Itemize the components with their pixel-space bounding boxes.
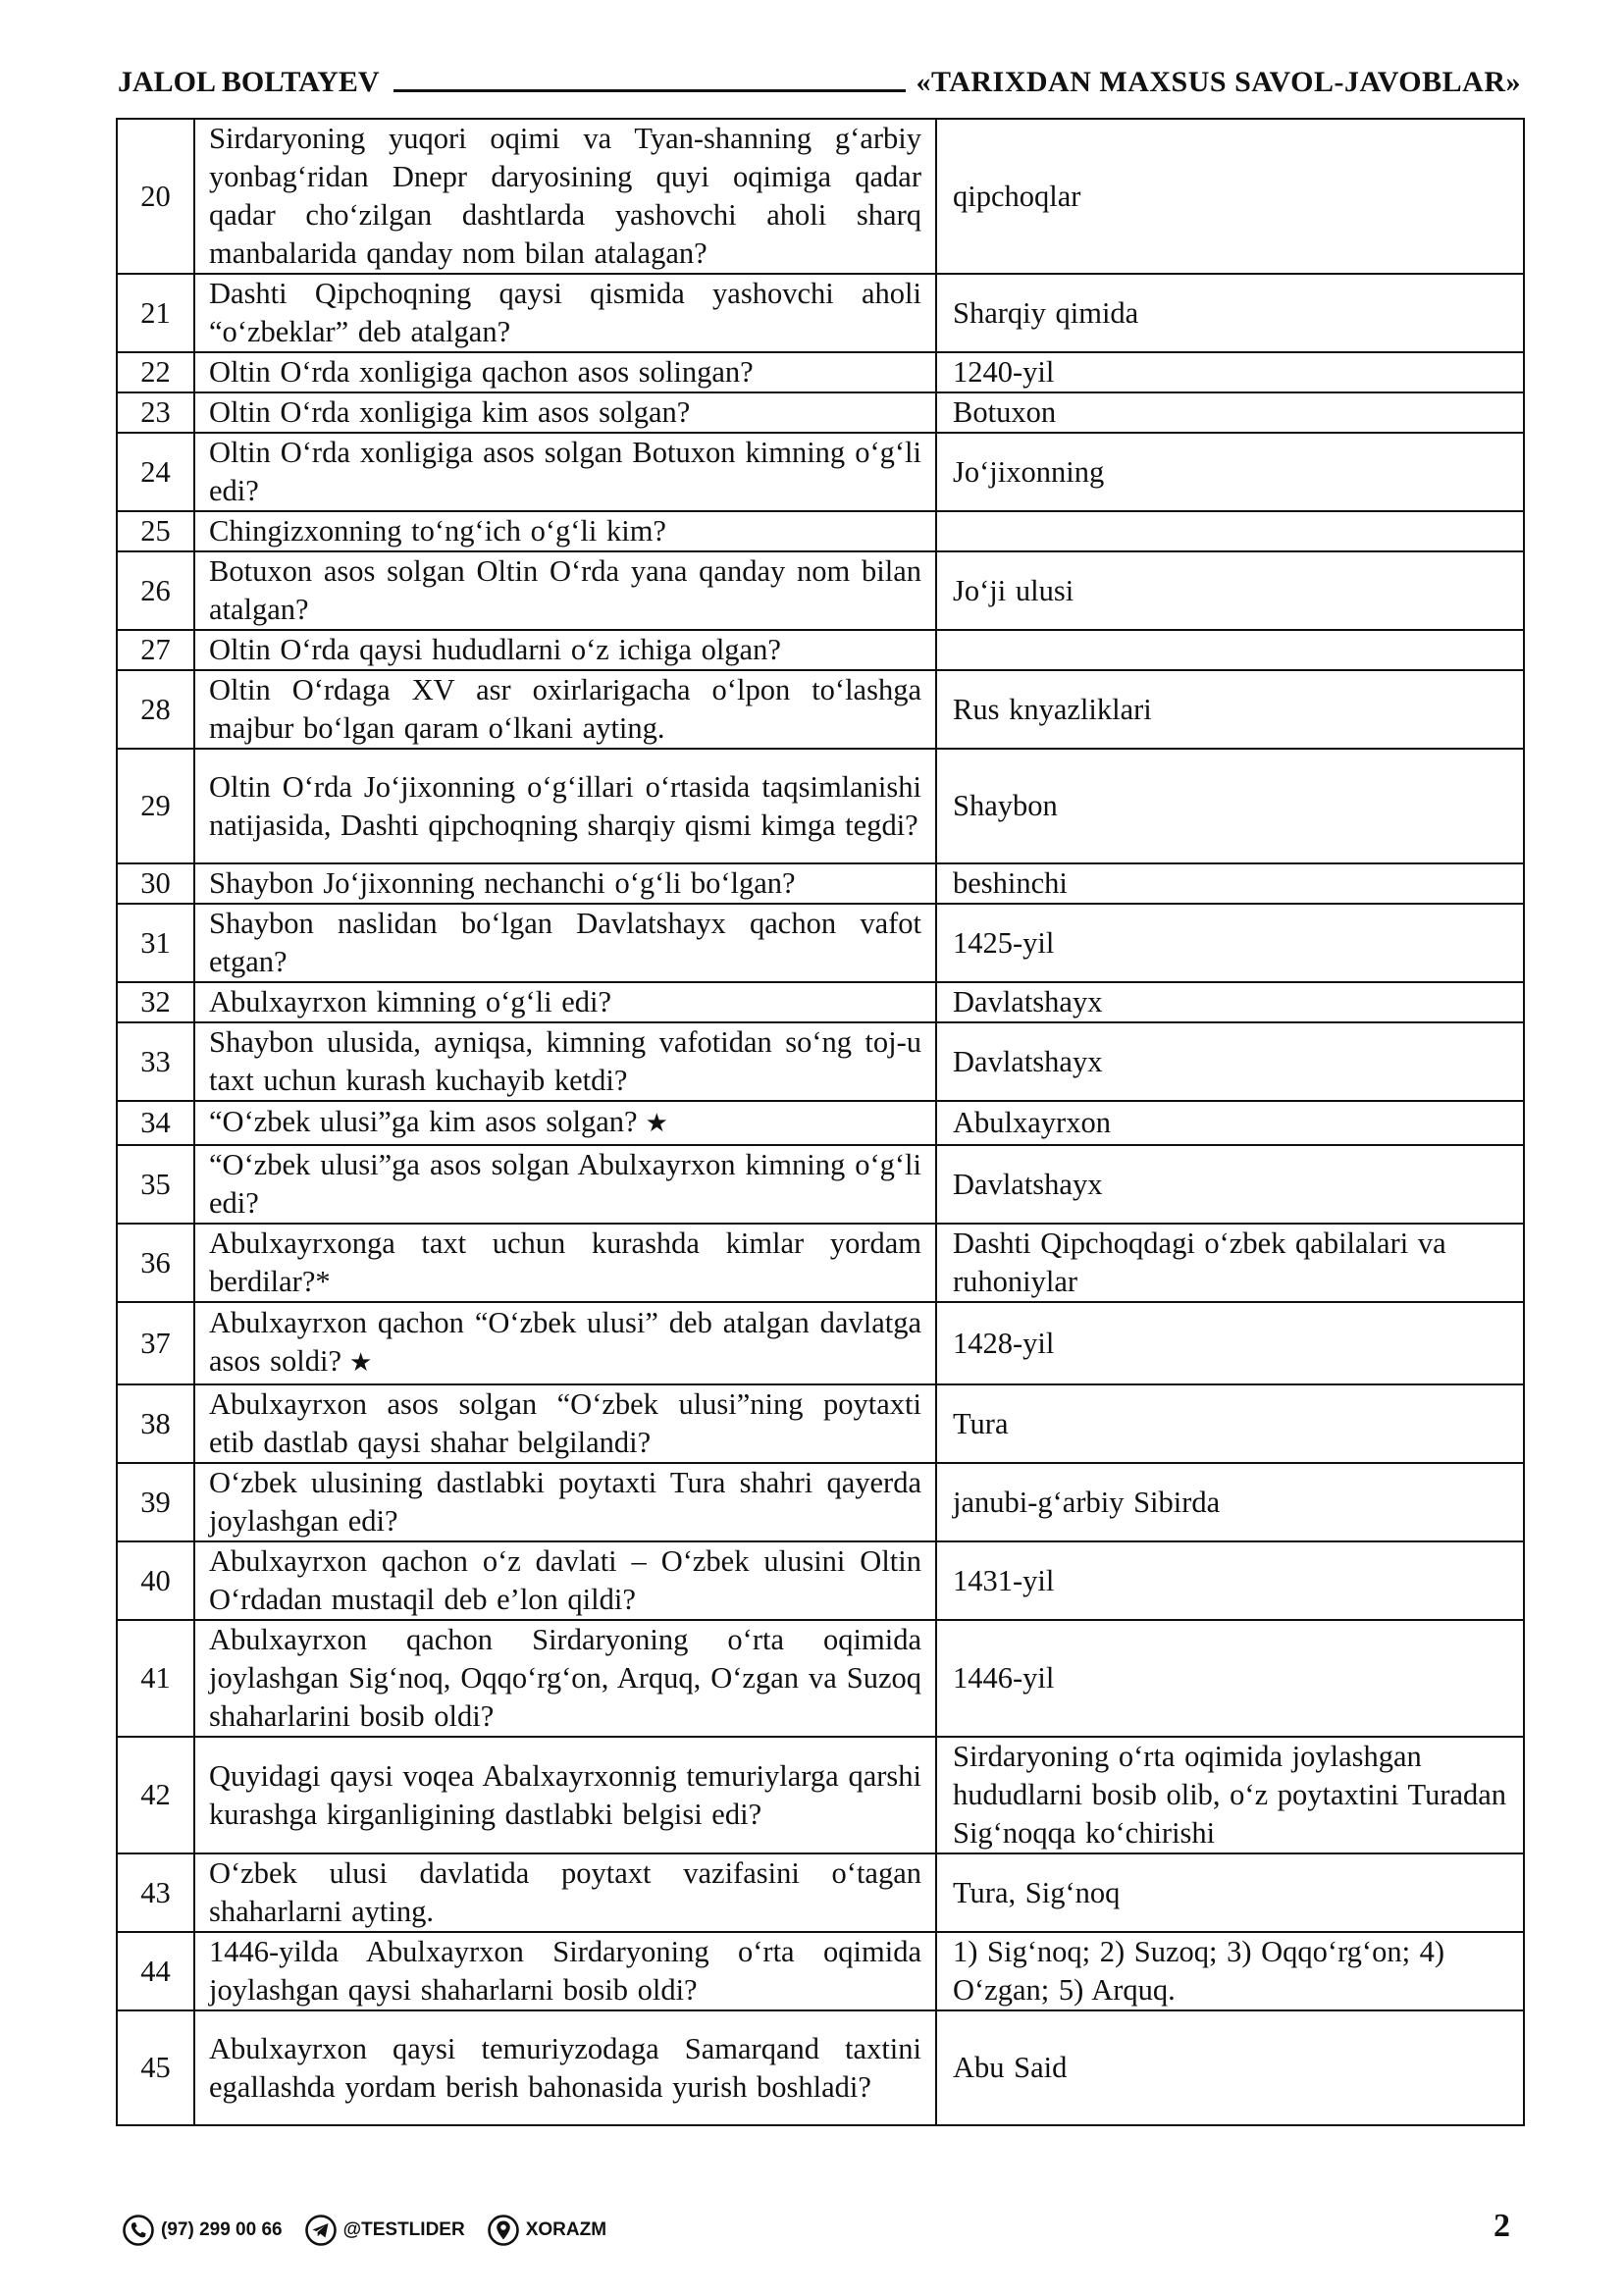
answer-cell: 1428-yil <box>936 1302 1524 1384</box>
question-text: Abulxayrxonga taxt uchun kurashda kimlar yordam berdilar?* <box>209 1226 921 1298</box>
answer-cell <box>936 630 1524 670</box>
question-text: Oltin O‘rda xonligiga qachon asos solingan? <box>209 355 754 389</box>
answer-cell: 1) Sig‘noq; 2) Suzoq; 3) Oqqo‘rg‘on; 4) O‘zgan; 5) Arquq. <box>936 1932 1524 2010</box>
table-row <box>117 1853 1524 1932</box>
question-text: Oltin O‘rda qaysi hududlarni o‘z ichiga olgan? <box>209 633 781 666</box>
question-cell <box>194 1737 936 1853</box>
answer-cell: Abu Said <box>936 2010 1524 2125</box>
footer-telegram <box>304 2214 465 2247</box>
telegram-icon <box>304 2214 338 2247</box>
table-row <box>117 511 1524 551</box>
phone-icon <box>122 2214 155 2247</box>
table-row <box>117 1620 1524 1737</box>
table-row <box>117 749 1524 863</box>
answer-cell: janubi-g‘arbiy Sibirda <box>936 1463 1524 1541</box>
question-cell <box>194 1932 936 2010</box>
row-number: 20 <box>117 119 194 274</box>
table-row <box>117 1541 1524 1620</box>
row-number: 31 <box>117 904 194 982</box>
star-icon: ★ <box>349 1348 373 1378</box>
table-row <box>117 1932 1524 2010</box>
table-row <box>117 630 1524 670</box>
row-number: 28 <box>117 670 194 749</box>
question-cell <box>194 904 936 982</box>
table-row <box>117 863 1524 904</box>
question-text: Oltin O‘rda Jo‘jixonning o‘g‘illari o‘rtasida taqsimlanishi natijasida, Dashti qipchoqning sharqiy qismi kimga tegdi? <box>209 769 921 842</box>
answer-cell: Davlatshayx <box>936 982 1524 1022</box>
row-number: 45 <box>117 2010 194 2125</box>
row-number: 37 <box>117 1302 194 1384</box>
answer-cell: Shaybon <box>936 749 1524 863</box>
row-number: 24 <box>117 433 194 511</box>
question-text: 1446-yilda Abulxayrxon Sirdaryoning o‘rta oqimida joylashgan qaysi shaharlarni bosib oldi? <box>209 1935 921 2007</box>
answer-cell: Jo‘jixonning <box>936 433 1524 511</box>
question-cell <box>194 2010 936 2125</box>
question-text: Quyidagi qaysi voqea Abalxayrxonnig temuriylarga qarshi kurashga kirganligining dastlabki belgisi edi? <box>209 1758 921 1831</box>
table-row <box>117 352 1524 392</box>
question-text: Botuxon asos solgan Oltin O‘rda yana qanday nom bilan atalgan? <box>209 554 921 626</box>
question-text: Chingizxonning to‘ng‘ich o‘g‘li kim? <box>209 514 666 548</box>
question-text: “O‘zbek ulusi”ga kim asos solgan? <box>209 1105 638 1138</box>
question-cell <box>194 1145 936 1224</box>
answer-cell: 1431-yil <box>936 1541 1524 1620</box>
question-text: Oltin O‘rdaga XV asr oxirlarigacha o‘lpon to‘lashga majbur bo‘lgan qaram o‘lkani ayting. <box>209 673 921 745</box>
row-number: 34 <box>117 1101 194 1145</box>
question-text: Abulxayrxon qachon o‘z davlati – O‘zbek ulusini Oltin O‘rdadan mustaqil deb e’lon qildi? <box>209 1544 921 1616</box>
question-text: Shaybon ulusida, ayniqsa, kimning vafotidan so‘ng toj-u taxt uchun kurash kuchayib ketdi? <box>209 1025 921 1097</box>
table-row <box>117 274 1524 352</box>
answer-cell: 1425-yil <box>936 904 1524 982</box>
row-number: 33 <box>117 1022 194 1101</box>
table-row <box>117 1384 1524 1463</box>
author-name: JALOL BOLTAYEV <box>118 66 380 98</box>
question-cell <box>194 1853 936 1932</box>
row-number: 40 <box>117 1541 194 1620</box>
question-cell <box>194 352 936 392</box>
row-number: 23 <box>117 392 194 433</box>
question-text: Abulxayrxon kimning o‘g‘li edi? <box>209 985 612 1018</box>
question-cell <box>194 1022 936 1101</box>
table-row <box>117 392 1524 433</box>
answer-cell: Tura, Sig‘noq <box>936 1853 1524 1932</box>
question-cell <box>194 433 936 511</box>
question-cell <box>194 511 936 551</box>
answer-cell: qipchoqlar <box>936 119 1524 274</box>
question-cell <box>194 1384 936 1463</box>
question-text: Dashti Qipchoqning qaysi qismida yashovchi aholi “o‘zbeklar” deb atalgan? <box>209 277 921 348</box>
star-icon: ★ <box>645 1109 668 1138</box>
row-number: 42 <box>117 1737 194 1853</box>
row-number: 22 <box>117 352 194 392</box>
question-text: Abulxayrxon asos solgan “O‘zbek ulusi”ning poytaxti etib dastlab qaysi shahar belgilandi? <box>209 1387 921 1459</box>
question-cell <box>194 749 936 863</box>
question-text: Shaybon naslidan bo‘lgan Davlatshayx qachon vafot etgan? <box>209 907 921 978</box>
table-row <box>117 982 1524 1022</box>
row-number: 32 <box>117 982 194 1022</box>
table-row <box>117 1101 1524 1145</box>
row-number: 41 <box>117 1620 194 1737</box>
question-cell <box>194 670 936 749</box>
page-header <box>118 61 1521 104</box>
footer-phone-text: (97) 299 00 66 <box>161 2219 283 2240</box>
table-row <box>117 1737 1524 1853</box>
answer-cell: Abulxayrxon <box>936 1101 1524 1145</box>
answer-cell <box>936 511 1524 551</box>
footer-location <box>487 2214 606 2247</box>
header-rule <box>393 89 907 92</box>
row-number: 21 <box>117 274 194 352</box>
table-row <box>117 2010 1524 2125</box>
answer-cell: Davlatshayx <box>936 1145 1524 1224</box>
table-row <box>117 119 1524 274</box>
question-text: Abulxayrxon qachon Sirdaryoning o‘rta oqimida joylashgan Sig‘noq, Oqqo‘rg‘on, Arquq, O‘zgan va Suzoq shaharlarini bosib oldi? <box>209 1623 921 1733</box>
row-number: 43 <box>117 1853 194 1932</box>
answer-cell: Botuxon <box>936 392 1524 433</box>
question-cell <box>194 274 936 352</box>
question-cell <box>194 1541 936 1620</box>
question-text: Shaybon Jo‘jixonning nechanchi o‘g‘li bo‘lgan? <box>209 866 796 900</box>
question-cell <box>194 551 936 630</box>
question-cell <box>194 630 936 670</box>
row-number: 29 <box>117 749 194 863</box>
question-text: Abulxayrxon qaysi temuriyzodaga Samarqand taxtini egallashda yordam berish bahonasida yurish boshladi? <box>209 2031 921 2104</box>
answer-cell: beshinchi <box>936 863 1524 904</box>
qa-table <box>116 118 1525 2126</box>
question-text: Oltin O‘rda xonligiga kim asos solgan? <box>209 395 691 429</box>
answer-cell: Davlatshayx <box>936 1022 1524 1101</box>
answer-cell: 1240-yil <box>936 352 1524 392</box>
footer-location-text: XORAZM <box>525 2219 607 2240</box>
table-row <box>117 1302 1524 1384</box>
question-cell <box>194 863 936 904</box>
question-text: Oltin O‘rda xonligiga asos solgan Botuxon kimning o‘g‘li edi? <box>209 436 921 507</box>
row-number: 30 <box>117 863 194 904</box>
table-row <box>117 904 1524 982</box>
question-text: O‘zbek ulusining dastlabki poytaxti Tura shahri qayerda joylashgan edi? <box>209 1466 921 1538</box>
row-number: 38 <box>117 1384 194 1463</box>
question-text: “O‘zbek ulusi”ga asos solgan Abulxayrxon kimning o‘g‘li edi? <box>209 1148 921 1220</box>
footer-phone <box>122 2214 283 2247</box>
page-number: 2 <box>1493 2208 1510 2244</box>
row-number: 25 <box>117 511 194 551</box>
location-pin-icon <box>487 2214 520 2247</box>
answer-cell: Tura <box>936 1384 1524 1463</box>
footer-telegram-text: @TESTLIDER <box>342 2219 465 2240</box>
table-row <box>117 433 1524 511</box>
table-row <box>117 1224 1524 1302</box>
question-cell <box>194 119 936 274</box>
table-row <box>117 1022 1524 1101</box>
question-cell <box>194 1620 936 1737</box>
question-cell <box>194 392 936 433</box>
answer-cell: Sirdaryoning o‘rta oqimida joylashgan hududlarni bosib olib, o‘z poytaxtini Turadan Sig‘noqqa ko‘chirishi <box>936 1737 1524 1853</box>
row-number: 35 <box>117 1145 194 1224</box>
answer-cell: Sharqiy qimida <box>936 274 1524 352</box>
row-number: 39 <box>117 1463 194 1541</box>
question-cell <box>194 1101 936 1145</box>
row-number: 26 <box>117 551 194 630</box>
answer-cell: Jo‘ji ulusi <box>936 551 1524 630</box>
question-cell <box>194 1463 936 1541</box>
qa-table-body <box>117 119 1524 2125</box>
question-text: O‘zbek ulusi davlatida poytaxt vazifasini o‘tagan shaharlarni ayting. <box>209 1856 921 1928</box>
table-row <box>117 1463 1524 1541</box>
book-title: «TARIXDAN MAXSUS SAVOL-JAVOBLAR» <box>916 66 1521 98</box>
answer-cell: Rus knyazliklari <box>936 670 1524 749</box>
page-footer <box>122 2214 628 2247</box>
question-cell <box>194 1224 936 1302</box>
answer-cell: Dashti Qipchoqdagi o‘zbek qabilalari va ruhoniylar <box>936 1224 1524 1302</box>
row-number: 36 <box>117 1224 194 1302</box>
row-number: 27 <box>117 630 194 670</box>
table-row <box>117 551 1524 630</box>
question-text: Abulxayrxon qachon “O‘zbek ulusi” deb atalgan davlatga asos soldi? <box>209 1306 921 1378</box>
answer-cell: 1446-yil <box>936 1620 1524 1737</box>
table-row <box>117 1145 1524 1224</box>
row-number: 44 <box>117 1932 194 2010</box>
table-row <box>117 670 1524 749</box>
question-cell <box>194 1302 936 1384</box>
question-text: Sirdaryoning yuqori oqimi va Tyan-shanning g‘arbiy yonbag‘ridan Dnepr daryosining quyi oqimiga qadar qadar cho‘zilgan dashtlarda yashovchi aholi sharq manbalarida qanday nom bilan atalagan? <box>209 122 921 270</box>
question-cell <box>194 982 936 1022</box>
